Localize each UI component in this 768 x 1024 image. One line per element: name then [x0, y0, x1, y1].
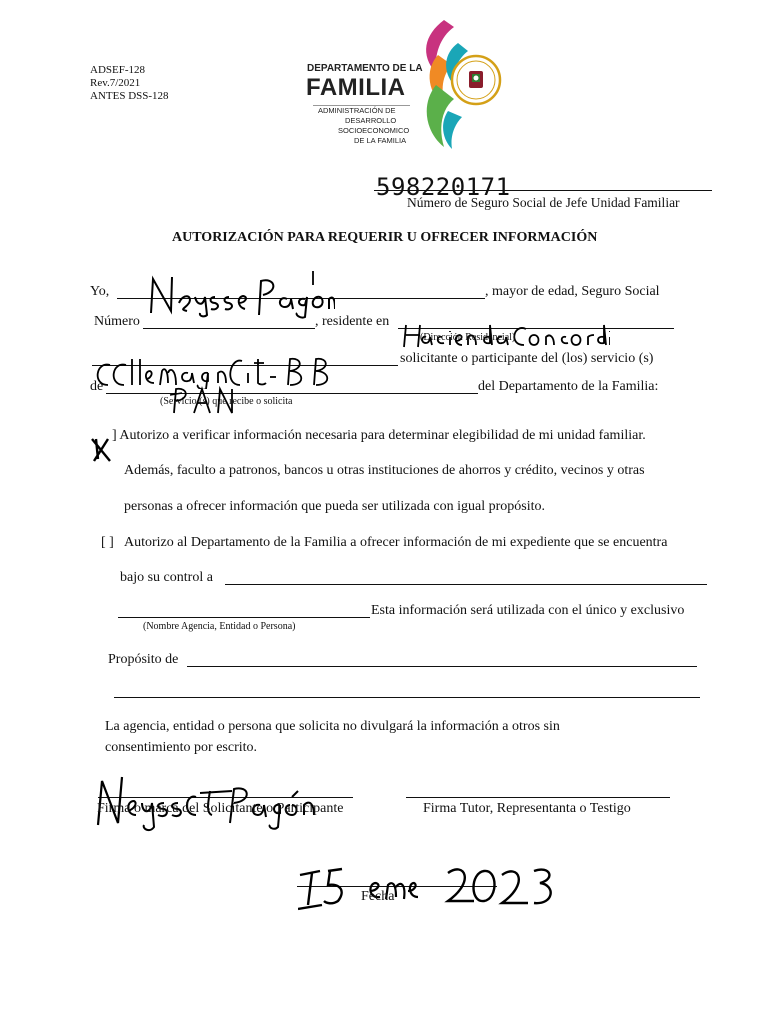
- del-departamento-label: del Departamento de la Familia:: [478, 379, 659, 394]
- ssn-underline: [374, 190, 712, 191]
- logo-emblem-icon: [414, 15, 510, 155]
- form-title: AUTORIZACIÓN PARA REQUERIR U OFRECER INFORMACIÓN: [172, 230, 598, 245]
- tutor-signature-line: [406, 797, 670, 798]
- auth-2-line-2: bajo su control a: [120, 570, 213, 585]
- ssn-number-field-line: [143, 328, 315, 329]
- servicio-caption: (Servicio (s) que recibe o solicita: [160, 396, 293, 407]
- auth-2-line-3: Esta información será utilizada con el único y exclusivo: [371, 603, 685, 618]
- disclosure-line-2: consentimiento por escrito.: [105, 740, 258, 755]
- handwritten-service: [168, 366, 236, 415]
- applicant-signature: [92, 748, 322, 833]
- handwritten-address-1: [398, 302, 610, 351]
- date-label: Fecha: [361, 889, 395, 904]
- residente-label: , residente en: [315, 314, 390, 329]
- applicant-signature-label: Firma o marca del Solicitante o Participante: [97, 801, 344, 816]
- logo-admin-line-1: ADMINISTRACIÓN DE: [318, 106, 396, 115]
- auth-2-text: Autorizo al Departamento de la Familia a ofrecer información de mi expediente que se encuentra: [124, 535, 668, 550]
- handwritten-name: [145, 250, 335, 319]
- solicitante-label: solicitante o participante del (los) servicio (s): [400, 351, 654, 366]
- purpose-field-line-2: [114, 697, 700, 698]
- nombre-caption: (Nombre Agencia, Entidad o Persona): [143, 621, 296, 632]
- numero-label: Número: [94, 314, 140, 329]
- logo-department-big: FAMILIA: [306, 74, 406, 101]
- form-code: ADSEF-128: [90, 64, 146, 76]
- logo-admin-line-2: DESARROLLO: [345, 116, 397, 125]
- ssn-label: Número de Seguro Social de Jefe Unidad Familiar: [407, 195, 680, 210]
- tutor-signature-label: Firma Tutor, Representanta o Testigo: [423, 801, 631, 816]
- service-field-line: [106, 393, 478, 394]
- logo-admin-line-4: DE LA FAMILIA: [354, 136, 407, 145]
- checkbox-auth-2[interactable]: [ ]: [101, 535, 114, 550]
- direccion-caption: (Dirección Residencial): [420, 332, 516, 343]
- logo-department-small: DEPARTAMENTO DE LA: [307, 63, 423, 74]
- yo-suffix: , mayor de edad, Seguro Social: [485, 284, 660, 299]
- auth-1-line-2: Además, faculto a patronos, bancos u otras instituciones de ahorros y crédito, vecinos y otras: [124, 463, 645, 478]
- ssn-value: 598220171: [376, 173, 511, 201]
- purpose-field-line: [187, 666, 697, 667]
- logo-admin-line-3: SOCIOECONOMICO: [338, 126, 410, 135]
- agency-name-field-line: [118, 617, 370, 618]
- auth-1-text: ] Autorizo a verificar información necesaria para determinar elegibilidad de mi unidad familiar.: [112, 428, 646, 443]
- yo-label: Yo,: [90, 284, 110, 299]
- form-formerly: ANTES DSS-128: [90, 90, 169, 102]
- disclosure-line-1: La agencia, entidad o persona que solicita no divulgará la información a otros sin: [105, 719, 560, 734]
- proposito-label: Propósito de: [108, 652, 179, 667]
- department-logo: [300, 15, 510, 155]
- handwritten-date: [298, 838, 554, 913]
- checkbox-auth-1-mark[interactable]: [88, 416, 114, 465]
- de-label: de: [90, 379, 104, 394]
- form-revision: Rev.7/2021: [90, 77, 141, 89]
- auth-1-line-3: personas a ofrecer información que pueda ser utilizada con igual propósito.: [124, 499, 546, 514]
- recipient-field-line: [225, 584, 707, 585]
